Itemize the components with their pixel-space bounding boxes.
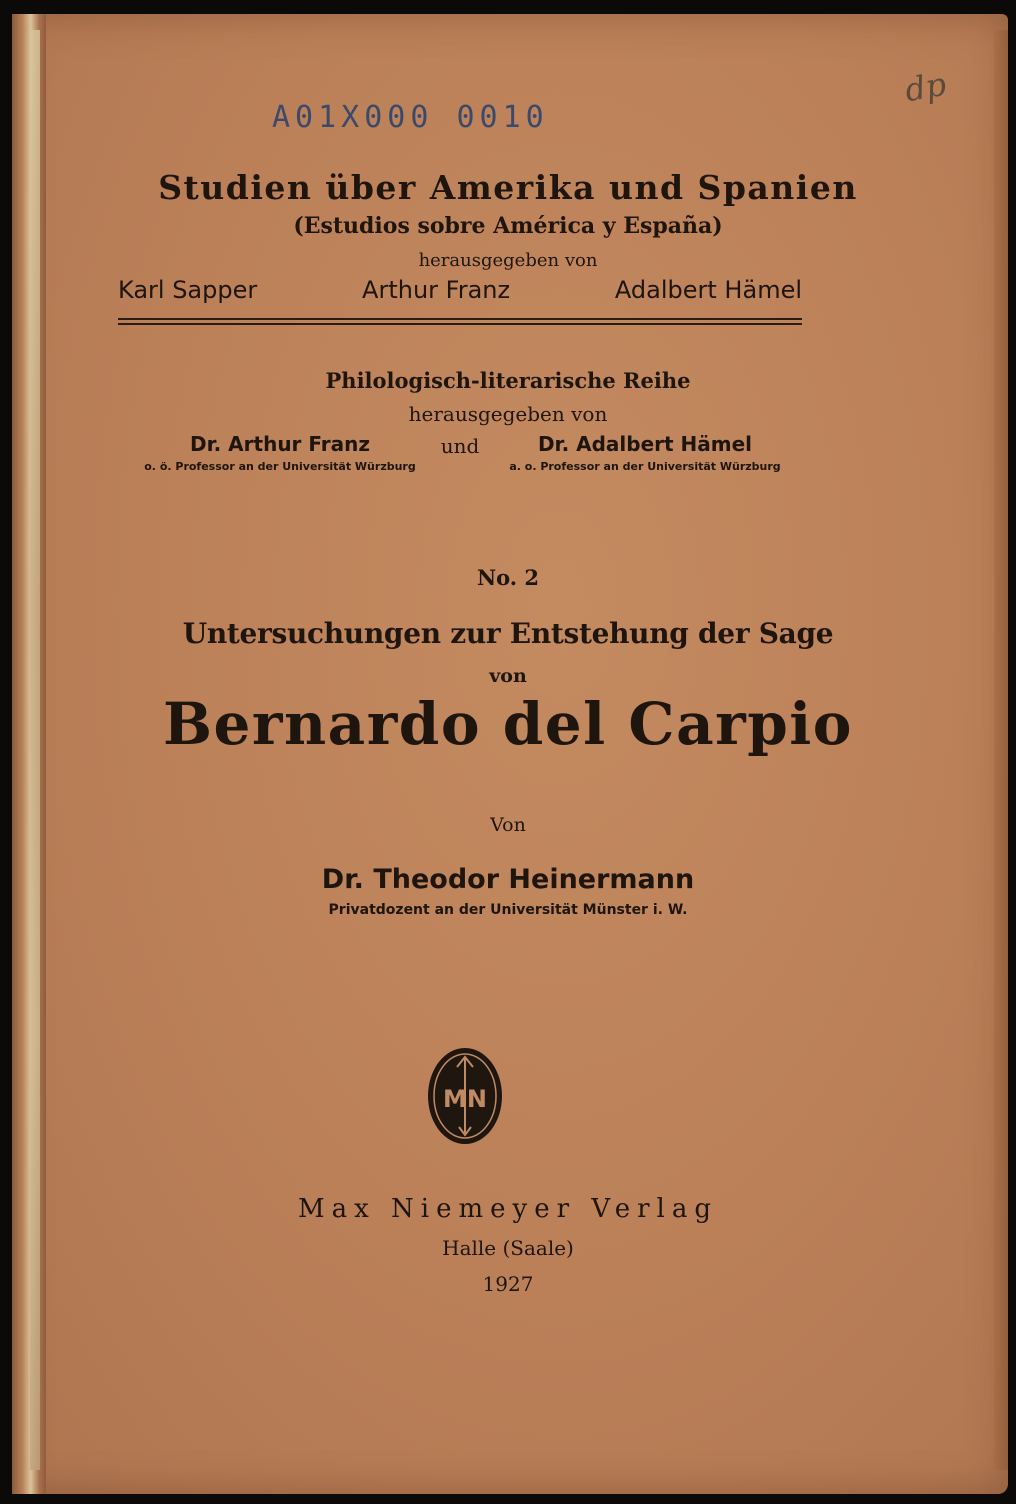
author-name: Dr. Theodor Heinermann <box>321 864 695 895</box>
author-affiliation: Privatdozent an der Universität Münster i. W. <box>328 902 688 918</box>
publisher-logo-icon <box>425 1045 505 1147</box>
series-subtitle: (Estudios sobre América y España) <box>293 213 723 239</box>
series-title: Studien über Amerika und Spanien <box>158 168 858 207</box>
author-by: Von <box>490 814 526 836</box>
subseries-editor-2 <box>470 432 820 473</box>
publisher-name: Max Niemeyer Verlag <box>298 1194 718 1224</box>
double-rule-top <box>118 318 802 320</box>
editor-name: Dr. Adalbert Hämel <box>537 432 753 456</box>
work-subtitle: Untersuchungen zur Entstehung der Sage <box>182 617 834 650</box>
subseries-edited-by: herausgegeben von <box>408 402 608 426</box>
editor-affiliation: o. ö. Professor an der Universität Würzburg <box>144 460 416 473</box>
series-editors <box>118 276 802 304</box>
editor-affiliation: a. o. Professor an der Universität Würzburg <box>509 460 781 473</box>
work-connector: von <box>489 665 527 687</box>
editor-conjunction: und <box>440 434 480 458</box>
double-rule-bottom <box>118 323 802 325</box>
subseries-editor-1 <box>110 432 450 473</box>
series-editor: Arthur Franz <box>362 276 511 304</box>
editor-name: Dr. Arthur Franz <box>190 432 370 456</box>
volume-number: No. 2 <box>476 565 540 590</box>
catalog-stamp: A01X000 0010 <box>272 100 549 135</box>
subseries-title: Philologisch-literarische Reihe <box>325 368 691 393</box>
series-edited-by: herausgegeben von <box>418 250 598 271</box>
publisher-place: Halle (Saale) <box>442 1236 574 1260</box>
series-editor: Adalbert Hämel <box>614 276 802 304</box>
series-editor: Karl Sapper <box>118 276 258 304</box>
work-title: Bernardo del Carpio <box>163 690 853 758</box>
publication-year: 1927 <box>482 1272 534 1296</box>
handwritten-annotation: dp <box>902 64 949 110</box>
logo-letters: MN <box>443 1085 487 1113</box>
